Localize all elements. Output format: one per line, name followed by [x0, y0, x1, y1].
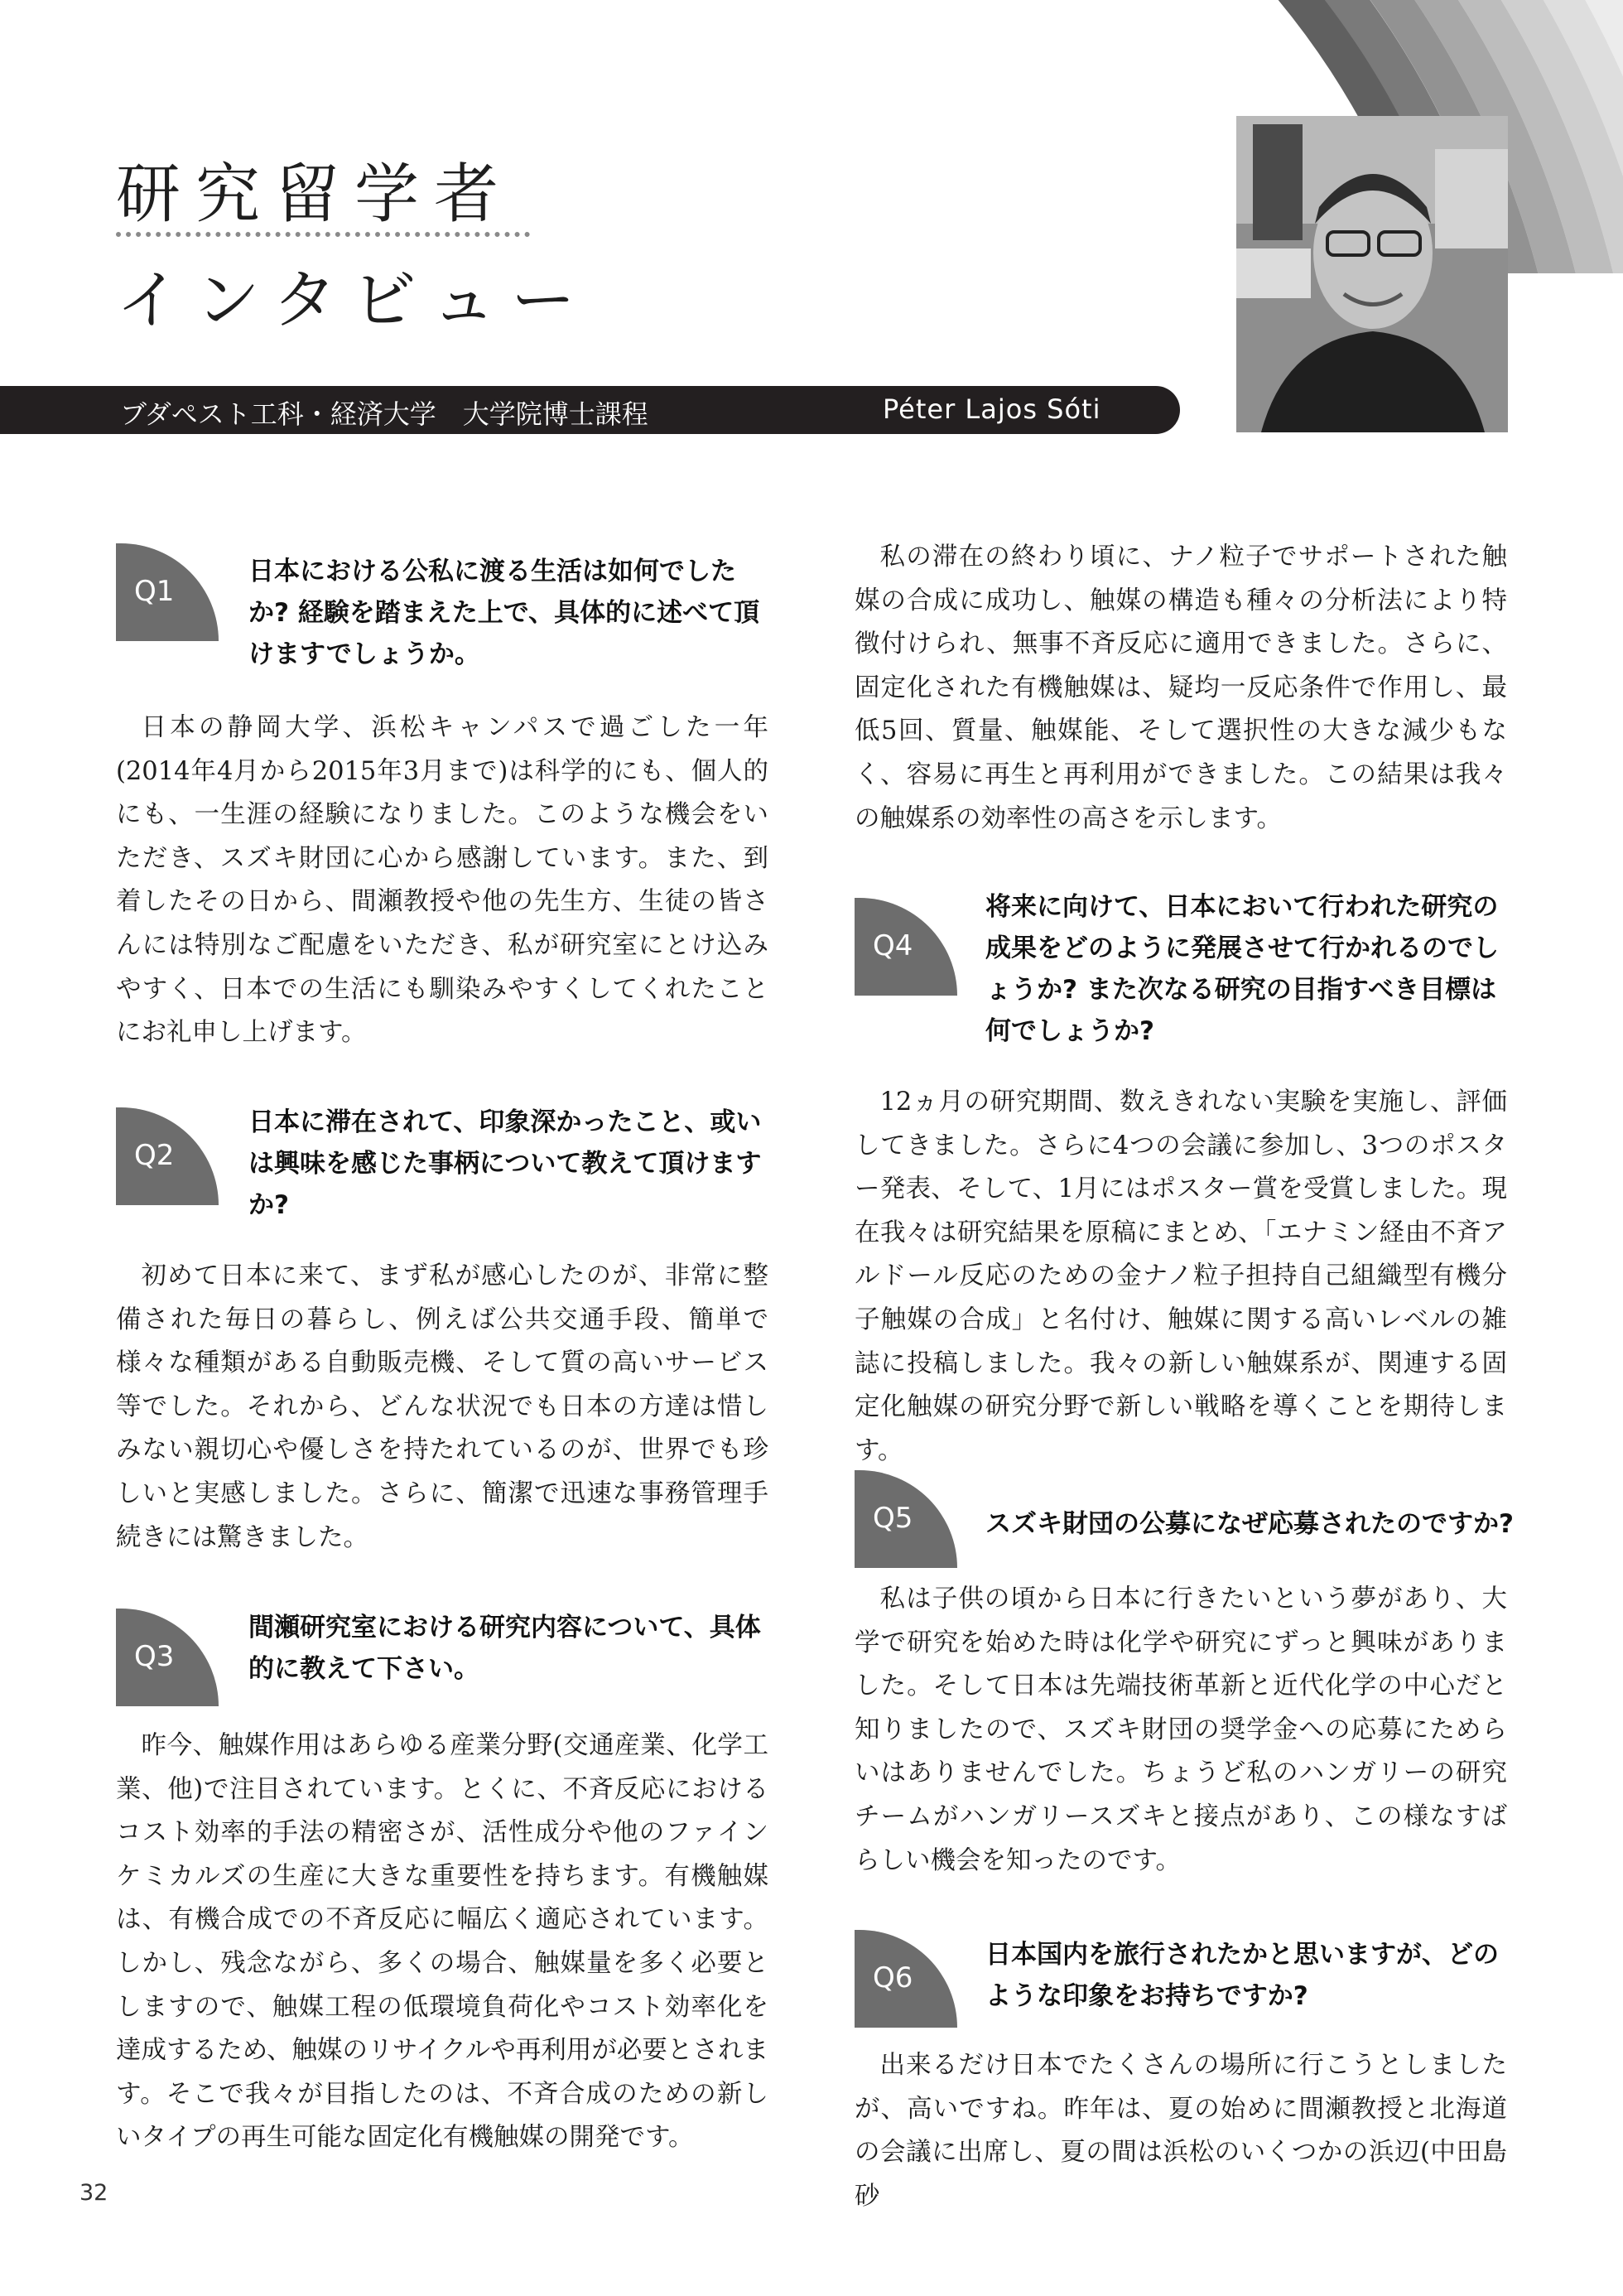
answer-a2: 初めて日本に来て、まず私が感心したのが、非常に整備された毎日の暮らし、例えば公共交通手段、簡単で様々な種類がある自動販売機、そして質の高いサービス等でした。それから、どんな状況でも日本の方達は惜しみない親切心や優しさを持たれているのが、世界でも珍しいと実感しました。さらに、簡潔で迅速な事務管理手続きには驚きました。 [116, 1261, 768, 1552]
page-title-line1: 研究留学者 [116, 157, 514, 232]
portrait-photo [1236, 116, 1508, 432]
answer-a1: 日本の静岡大学、浜松キャンパスで過ごした一年(2014年4月から2015年3月まで)は科学的にも、個人的にも、一生涯の経験になりました。このような機会をいただき、スズキ財団に心から感謝しています。また、到着したその日から、間瀬教授や他の先生方、生徒の皆さんには特別なご配慮をいただき、私が研究室にとけ込みやすく、日本での生活にも馴染みやすくしてくれたことにお礼申し上げます。 [116, 713, 768, 1048]
question-badge-q4: Q4 [855, 898, 957, 996]
title-divider [116, 232, 530, 237]
question-text-q4: 将来に向けて、日本において行われた研究の成果をどのように発展させて行かれるのでしょうか? また次なる研究の目指すべき目標は何でしょうか? [985, 892, 1499, 1046]
answer-a5: 私は子供の頃から日本に行きたいという夢があり、大学で研究を始めた時は化学や研究にずっと興味がありました。そして日本は先端技術革新と近代化学の中心だと知りましたので、スズキ財団の奨学金への応募にためらいはありませんでした。ちょうど私のハンガリーの研究チームがハンガリースズキと接点があり、この様なすばらしい機会を知ったのです。 [855, 1585, 1507, 1875]
question-text-q6: 日本国内を旅行されたかと思いますが、どのような印象をお持ちですか? [985, 1940, 1499, 2011]
question-text-q2: 日本に滞在されて、印象深かったこと、或いは興味を感じた事柄について教えて頂けますか? [248, 1107, 762, 1220]
answer-a6: 出来るだけ日本でたくさんの場所に行こうとしましたが、高いですね。昨年は、夏の始めに間瀬教授と北海道の会議に出席し、夏の間は浜松のいくつかの浜辺(中田島砂 [855, 2051, 1507, 2211]
question-text-q3: 間瀬研究室における研究内容について、具体的に教えて下さい。 [248, 1613, 761, 1684]
answer-a3: 昨今、触媒作用はあらゆる産業分野(交通産業、化学工業、他)で注目されています。とくに、不斉反応におけるコスト効率的手法の精密さが、活性成分や他のファインケミカルズの生産に大きな重要性を持ちます。有機触媒は、有機合成での不斉反応に幅広く適応されています。しかし、残念ながら、多くの場合、触媒量を多く必要としますので、触媒工程の低環境負荷化やコスト効率化を達成するため、触媒のリサイクルや再利用が必要とされます。そこで我々が目指したのは、不斉合成のための新しいタイプの再生可能な固定化有機触媒の開発です。 [116, 1731, 768, 2153]
answer-a3-continued: 私の滞在の終わり頃に、ナノ粒子でサポートされた触媒の合成に成功し、触媒の構造も種々の分析法により特徴付けられ、無事不斉反応に適用できました。さらに、固定化された有機触媒は、疑均一反応条件で作用し、最低5回、質量、触媒能、そして選択性の大きな減少もなく、容易に再生と再利用ができました。この結果は我々の触媒系の効率性の高さを示します。 [855, 543, 1507, 833]
affiliation-text: ブダペスト工科・経済大学 大学院博士課程 [120, 398, 648, 430]
question-badge-q6: Q6 [855, 1930, 957, 2028]
question-text-q5: スズキ財団の公募になぜ応募されたのですか? [985, 1509, 1514, 1539]
interviewee-name: Péter Lajos Sóti [883, 393, 1101, 425]
page-number: 32 [79, 2180, 108, 2206]
question-text-q1: 日本における公私に渡る生活は如何でしたか? 経験を踏まえた上で、具体的に述べて頂けますでしょうか。 [248, 557, 760, 669]
question-badge-q5: Q5 [855, 1470, 957, 1568]
answer-a4: 12ヵ月の研究期間、数えきれない実験を実施し、評価してきました。さらに4つの会議に参加し、3つのポスター発表、そして、1月にはポスター賞を受賞しました。現在我々は研究結果を原稿にまとめ、「エナミン経由不斉アルドール反応のための金ナノ粒子担持自己組織型有機分子触媒の合成」と名付け、触媒に関する高いレベルの雑誌に投稿しました。我々の新しい触媒系が、関連する固定化触媒の研究分野で新しい戦略を導くことを期待します。 [855, 1088, 1507, 1465]
question-badge-q3: Q3 [116, 1609, 219, 1706]
question-badge-q2: Q2 [116, 1107, 219, 1205]
page-title-line2: インタビュー [116, 263, 590, 338]
affiliation-banner [0, 386, 1180, 434]
question-badge-q1: Q1 [116, 543, 219, 641]
